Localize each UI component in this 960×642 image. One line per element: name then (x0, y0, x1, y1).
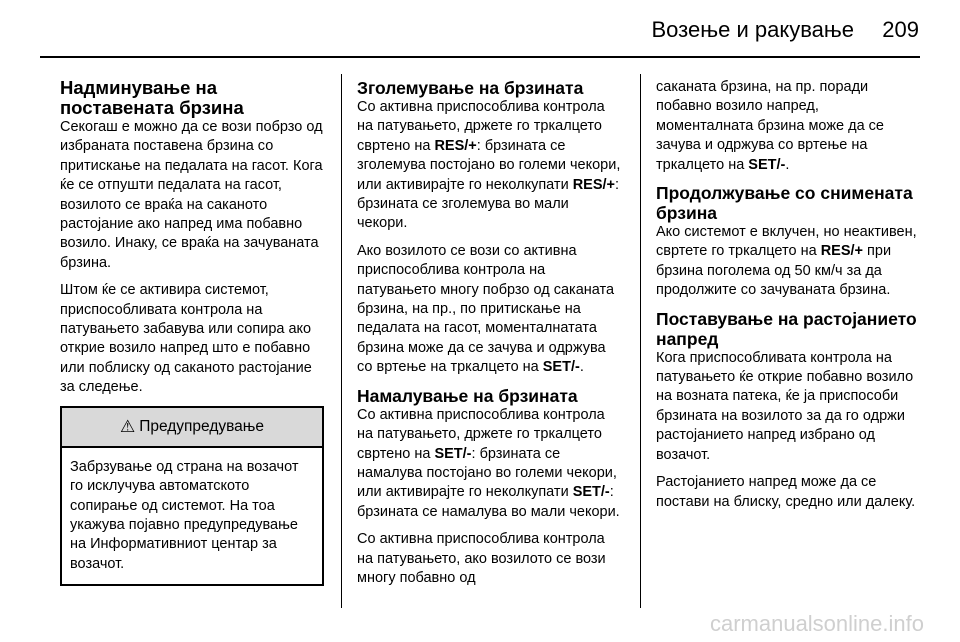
paragraph: Ако системот е вклучен, но неактивен, свртете го тркалцето на RES/+ при брзина поголема од 50 км/ч за да продолжите со зачуваната брзина. (656, 224, 917, 299)
section-decrease-speed (357, 386, 621, 589)
section-heading: Надминување на поставената брзина (60, 77, 244, 118)
control-label: SET/- (542, 359, 580, 376)
warning-triangle-icon: ⚠ (119, 416, 136, 436)
header-title: Возење и ракување (651, 17, 854, 42)
paragraph: саканата брзина, на пр. поради побавно возило напред, моменталната брзина може да се зачува и одржува со вртење на тркалцето на SET/-. (656, 79, 884, 173)
watermark: carmanualsonline.info (709, 611, 924, 636)
paragraph: Со активна приспособлива контрола на патувањето, држете го тркалцето свртено на SET/-: брзината се намалува постојано во големи чекори, или активирајте го неколкупати SET/-: брзината се намалува во мали чекори. (357, 406, 620, 520)
column-2 (357, 78, 621, 596)
control-label: SET/- (748, 156, 786, 173)
section-heading: Зголемување на брзината (357, 78, 584, 98)
header-rule (40, 56, 920, 58)
warning-header (62, 408, 322, 448)
warning-body: Забрзување од страна на возачот го исклучува автоматското сопирање од системот. На тоа укажува појавно предупредување на Информативниот центар за возачот. (70, 458, 299, 572)
control-label: RES/+ (434, 137, 477, 154)
control-label: SET/- (434, 445, 472, 462)
paragraph: Со активна приспособлива контрола на патувањето, ако возилото се вози многу побавно од (357, 531, 606, 586)
paragraph: Штом ќе се активира системот, приспособливата контрола на патувањето забавува или сопира ако открие возило напред што е побавно или поблиску од саканото растојание за следење. (60, 282, 312, 396)
column-divider (640, 74, 641, 608)
paragraph: Растојанието напред може да се постави на блиску, средно или далеку. (656, 474, 916, 510)
section-increase-speed (357, 78, 621, 378)
page-number: 209 (882, 17, 919, 42)
warning-box (60, 406, 324, 586)
section-heading: Намалување на брзината (357, 385, 578, 406)
column-1 (60, 78, 324, 586)
section-heading: Поставување на растојанието напред (656, 308, 917, 349)
column-3 (656, 78, 920, 520)
paragraph: Секогаш е можно да се вози побрзо од избраната поставена брзина со притискање на педалата на гасот. Кога ќе се отпушти педалата на гасот, возилото се враќа на саканото растојание ако напред има побавно возило. Инаку, се враќа на зачуваната брзина. (60, 119, 323, 271)
control-label: SET/- (572, 484, 610, 501)
section-follow-distance (656, 309, 920, 512)
paragraph: Кога приспособливата контрола на патувањето ќе открие побавно возило на возната патека, ќе ја приспособи брзината на возилото за да го одржи растојанието напред избрано од возачот. (656, 349, 914, 463)
control-label: RES/+ (572, 176, 616, 193)
section-resume-speed (656, 183, 920, 301)
section-heading: Продолжување со снимената брзина (656, 183, 913, 224)
column-divider (341, 74, 342, 608)
warning-title: Предупредување (139, 417, 265, 435)
paragraph: Со активна приспособлива контрола на патувањето, држете го тркалцето свртено на RES/+: брзината се зголемува постојано во големи чекори, или активирајте го неколкупати RES/+: брзината се зголемува во мали чекори. (357, 99, 621, 232)
paragraph: Ако возилото се вози со активна приспособлива контрола на патувањето многу побрзо од саканата брзина, на пр., по притискање на педалата на гасот, моменталнатата брзина може да се зачува и одржува со вртење на тркалцето на SET/-. (357, 242, 615, 376)
control-label: RES/+ (820, 243, 863, 260)
